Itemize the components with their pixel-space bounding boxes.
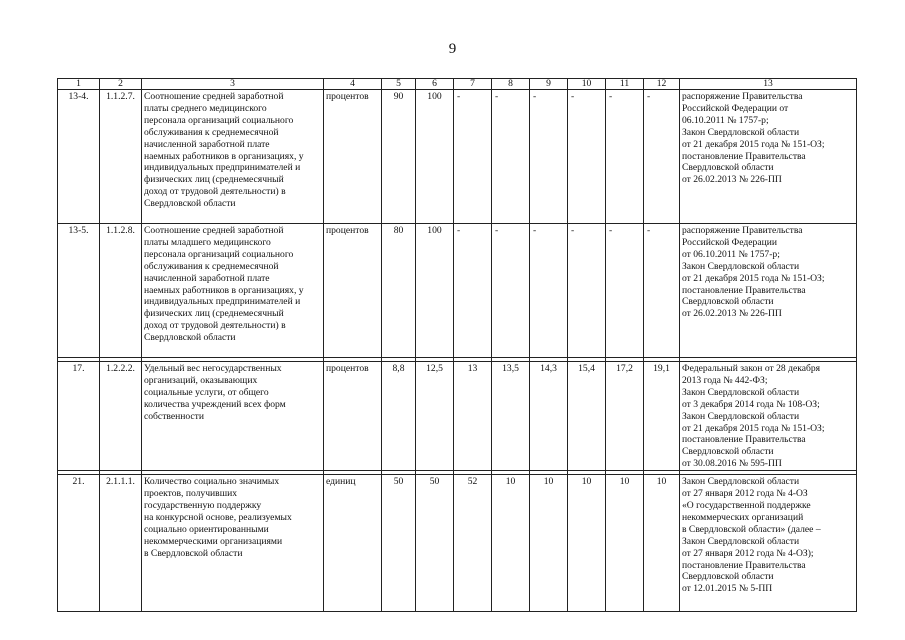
value-cell: 12,5 <box>416 362 454 471</box>
header-row <box>58 79 857 90</box>
unit: процентов <box>324 224 382 358</box>
col-header: 11 <box>606 79 644 90</box>
value-cell: - <box>568 224 606 358</box>
unit: процентов <box>324 90 382 224</box>
col-header: 1 <box>58 79 100 90</box>
value-cell: - <box>606 224 644 358</box>
unit: процентов <box>324 362 382 471</box>
page-number: 9 <box>448 41 457 57</box>
value-cell: 10 <box>492 475 530 612</box>
value-cell: 10 <box>606 475 644 612</box>
value-cell: - <box>568 90 606 224</box>
value-cell: 90 <box>382 90 416 224</box>
row-number: 13-5. <box>58 224 100 358</box>
value-cell: 15,4 <box>568 362 606 471</box>
source-document: Закон Свердловской области от 27 января 2012 года № 4-ОЗ «О государственной поддержке некоммерческих организаций в Свердловской области» (далее – Закон Свердловской области от 27 января 2012 года № 4-ОЗ); постановление Правительства Свердловской области от 12.01.2015 № 5-ПП <box>680 475 857 612</box>
source-document: распоряжение Правительства Российской Федерации от 06.10.2011 № 1757-р; Закон Свердловской области от 21 декабря 2015 года № 151-ОЗ; постановление Правительства Свердловской области от 26.02.2013 № 226-ПП <box>680 224 857 358</box>
value-cell: 17,2 <box>606 362 644 471</box>
value-cell: 10 <box>644 475 680 612</box>
col-header: 5 <box>382 79 416 90</box>
col-header: 8 <box>492 79 530 90</box>
row-number: 17. <box>58 362 100 471</box>
row-code: 2.1.1.1. <box>100 475 142 612</box>
value-cell: 19,1 <box>644 362 680 471</box>
row-number: 21. <box>58 475 100 612</box>
table-row <box>58 475 857 612</box>
col-header: 4 <box>324 79 382 90</box>
indicator-name: Соотношение средней заработной платы младшего медицинского персонала организаций социального обслуживания к среднемесячной начисленной заработной плате наемных работников в организациях, у индивидуальных предпринимателей и физических лиц (среднемесячный доход от трудовой деятельности) в Свердловской области <box>142 224 324 358</box>
col-header: 10 <box>568 79 606 90</box>
indicators-table <box>57 78 857 612</box>
value-cell: 10 <box>568 475 606 612</box>
value-cell: - <box>530 90 568 224</box>
value-cell: - <box>606 90 644 224</box>
value-cell: - <box>454 224 492 358</box>
col-header: 12 <box>644 79 680 90</box>
value-cell: 100 <box>416 90 454 224</box>
col-header: 7 <box>454 79 492 90</box>
source-document: Федеральный закон от 28 декабря 2013 года № 442-ФЗ; Закон Свердловской области от 3 декабря 2014 года № 108-ОЗ; Закон Свердловской области от 21 декабря 2015 года № 151-ОЗ; постановление Правительства Свердловской области от 30.08.2016 № 595-ПП <box>680 362 857 471</box>
indicator-name: Количество социально значимых проектов, получивших государственную поддержку на конкурсной основе, реализуемых социально ориентированными некоммерческими организациями в Свердловской области <box>142 475 324 612</box>
table-row <box>58 224 857 358</box>
value-cell: - <box>530 224 568 358</box>
col-header: 2 <box>100 79 142 90</box>
value-cell: - <box>492 224 530 358</box>
value-cell: - <box>644 90 680 224</box>
value-cell: 10 <box>530 475 568 612</box>
value-cell: 13,5 <box>492 362 530 471</box>
value-cell: 14,3 <box>530 362 568 471</box>
value-cell: 50 <box>416 475 454 612</box>
row-code: 1.1.2.7. <box>100 90 142 224</box>
table-row <box>58 362 857 471</box>
col-header: 3 <box>142 79 324 90</box>
row-code: 1.2.2.2. <box>100 362 142 471</box>
col-header: 6 <box>416 79 454 90</box>
col-header: 9 <box>530 79 568 90</box>
value-cell: 8,8 <box>382 362 416 471</box>
unit: единиц <box>324 475 382 612</box>
value-cell: 13 <box>454 362 492 471</box>
source-document: распоряжение Правительства Российской Федерации от 06.10.2011 № 1757-р; Закон Свердловской области от 21 декабря 2015 года № 151-ОЗ; постановление Правительства Свердловской области от 26.02.2013 № 226-ПП <box>680 90 857 224</box>
value-cell: 50 <box>382 475 416 612</box>
value-cell: - <box>644 224 680 358</box>
col-header: 13 <box>680 79 857 90</box>
value-cell: - <box>454 90 492 224</box>
indicator-name: Удельный вес негосударственных организаций, оказывающих социальные услуги, от общего количества учреждений всех форм собственности <box>142 362 324 471</box>
row-number: 13-4. <box>58 90 100 224</box>
value-cell: 100 <box>416 224 454 358</box>
row-code: 1.1.2.8. <box>100 224 142 358</box>
value-cell: 52 <box>454 475 492 612</box>
value-cell: 80 <box>382 224 416 358</box>
indicator-name: Соотношение средней заработной платы среднего медицинского персонала организаций социального обслуживания к среднемесячной начисленной заработной плате наемных работников в организациях, у индивидуальных предпринимателей и физических лиц (среднемесячный доход от трудовой деятельности) в Свердловской области <box>142 90 324 224</box>
value-cell: - <box>492 90 530 224</box>
table-row <box>58 90 857 224</box>
